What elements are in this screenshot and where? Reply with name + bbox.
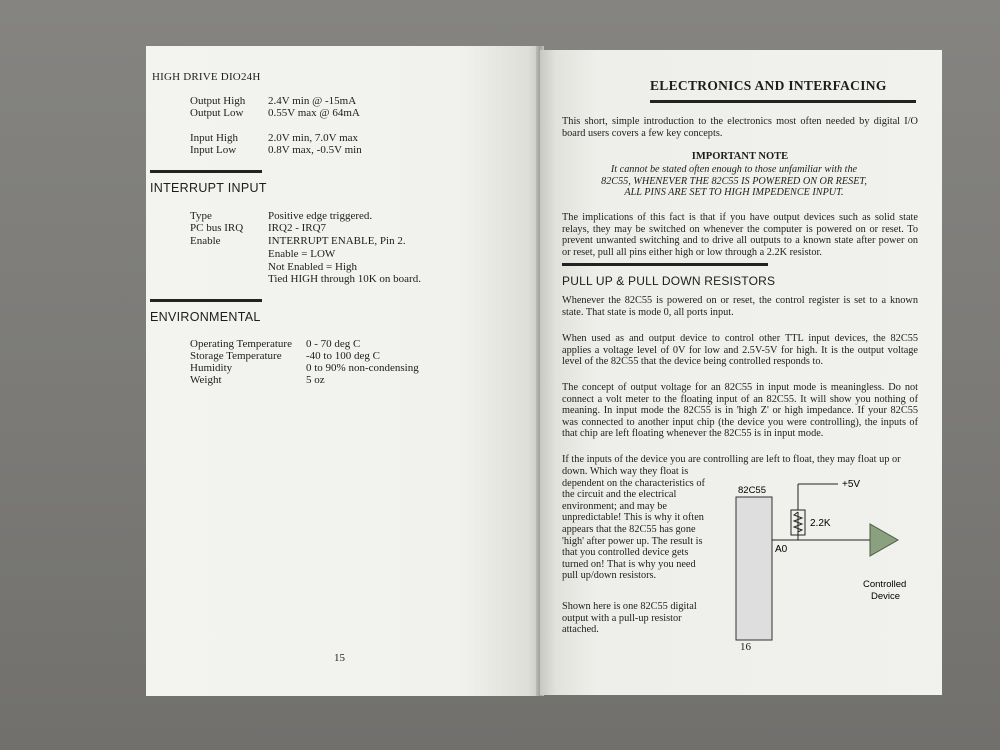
title-rule — [650, 100, 916, 103]
page-number: 15 — [334, 652, 345, 664]
spec-value: Positive edge triggered. — [268, 210, 373, 222]
section-title-pullup: PULL UP & PULL DOWN RESISTORS — [562, 274, 776, 288]
page-title: ELECTRONICS AND INTERFACING — [650, 78, 887, 93]
spec-label: PC bus IRQ — [190, 222, 244, 234]
spec-label: Weight — [190, 374, 222, 386]
supply-label: +5V — [842, 479, 861, 490]
note-line: 82C55, WHENEVER THE 82C55 IS POWERED ON OR RESET, — [601, 175, 867, 187]
note-line: ALL PINS ARE SET TO HIGH IMPEDENCE INPUT. — [624, 187, 844, 199]
note-line: It cannot be stated often enough to those unfamiliar with the — [610, 164, 858, 175]
spec-label: Output Low — [190, 107, 244, 119]
spec-label: Output High — [190, 95, 246, 107]
spec-value: 0 - 70 deg C — [306, 338, 361, 350]
left-page — [146, 46, 540, 696]
section-rule — [150, 170, 262, 173]
spec-label: Enable — [190, 235, 221, 247]
pull-up-circuit-diagram — [732, 476, 932, 651]
spec-value: Tied HIGH through 10K on board. — [268, 273, 421, 285]
right-page — [540, 50, 942, 695]
spec-value: -40 to 100 deg C — [306, 350, 380, 362]
pin-label: A0 — [775, 544, 788, 555]
buffer-triangle — [870, 524, 898, 556]
chip-label: 82C55 — [738, 485, 766, 496]
section-title-environmental: ENVIRONMENTAL — [150, 310, 261, 324]
paragraph: When used as and output device to control other TTL input devices, the 82C55 applies a voltage level of 0V for low and 2.5V-5V for high. It is the output voltage level of the 82C55 that the device being controlled responds to. — [562, 333, 918, 368]
spec-label: Type — [190, 210, 212, 222]
page-number: 16 — [740, 641, 751, 653]
spec-value: 0.55V max @ 64mA — [268, 107, 360, 119]
spec-value: 2.4V min @ -15mA — [268, 95, 357, 107]
note-title: IMPORTANT NOTE — [691, 151, 789, 162]
note-body — [584, 164, 884, 199]
spec-label: Storage Temperature — [190, 350, 282, 362]
device-label-line2: Device — [871, 591, 901, 602]
intro-paragraph: This short, simple introduction to the electronics most often needed by digital I/O board users covers a few key concepts. — [562, 116, 918, 139]
spec-label: Input High — [190, 132, 238, 144]
paragraph: Whenever the 82C55 is powered on or reset, the control register is set to a known state. That state is mode 0, all ports input. — [562, 295, 918, 318]
paragraph: The concept of output voltage for an 82C55 in input mode is meaningless. Do not connect a volt meter to the floating input of an 82C55. It will show you nothing of meaning. In input mode the 82C55 is in 'high Z' or high impedance. If your 82C55 was connected to another input chip (the device you were controlling), the inputs of that chip are left floating whenever the 82C55 is in input mode. — [562, 382, 918, 440]
paragraph: If the inputs of the device you are controlling are left to float, they may float up or — [562, 454, 901, 465]
spec-value: 2.0V min, 7.0V max — [268, 132, 359, 144]
paragraph: down. Which way they float is dependent on the characteristics of the circuit and the electrical environment; and may be unpredictable! This is why it often appears that the 82C55 has gone 'high' after power up. The result is that you controlled device gets turned on! That is why you need pull up/down resistors. — [562, 466, 705, 582]
spec-label: Humidity — [190, 362, 233, 374]
spec-value: Not Enabled = High — [268, 261, 357, 273]
spec-value: 5 oz — [306, 374, 325, 386]
spec-label: Operating Temperature — [190, 338, 292, 350]
spec-value: IRQ2 - IRQ7 — [268, 222, 327, 234]
section-title-interrupt: INTERRUPT INPUT — [150, 181, 267, 195]
paragraph: Shown here is one 82C55 digital output with a pull-up resistor attached. — [562, 601, 697, 636]
spec-value: Enable = LOW — [268, 248, 336, 260]
resistor-label: 2.2K — [810, 518, 831, 529]
implications-paragraph: The implications of this fact is that if you have output devices such as solid state relays, they may be switched on whenever the computer is powered on or reset. To prevent unwanted switching and to drive all outputs to a known state after power on or reset, pull all pins either high or low through a 2.2K resistor. — [562, 212, 918, 258]
page-header: HIGH DRIVE DIO24H — [152, 71, 261, 83]
section-rule — [150, 299, 262, 302]
spec-label: Input Low — [190, 144, 237, 156]
device-label-line1: Controlled — [863, 579, 907, 590]
section-rule — [562, 263, 768, 266]
spec-value: 0.8V max, -0.5V min — [268, 144, 362, 156]
spec-value: 0 to 90% non-condensing — [306, 362, 419, 374]
chip-82c55 — [736, 497, 772, 640]
spec-value: INTERRUPT ENABLE, Pin 2. — [268, 235, 406, 247]
